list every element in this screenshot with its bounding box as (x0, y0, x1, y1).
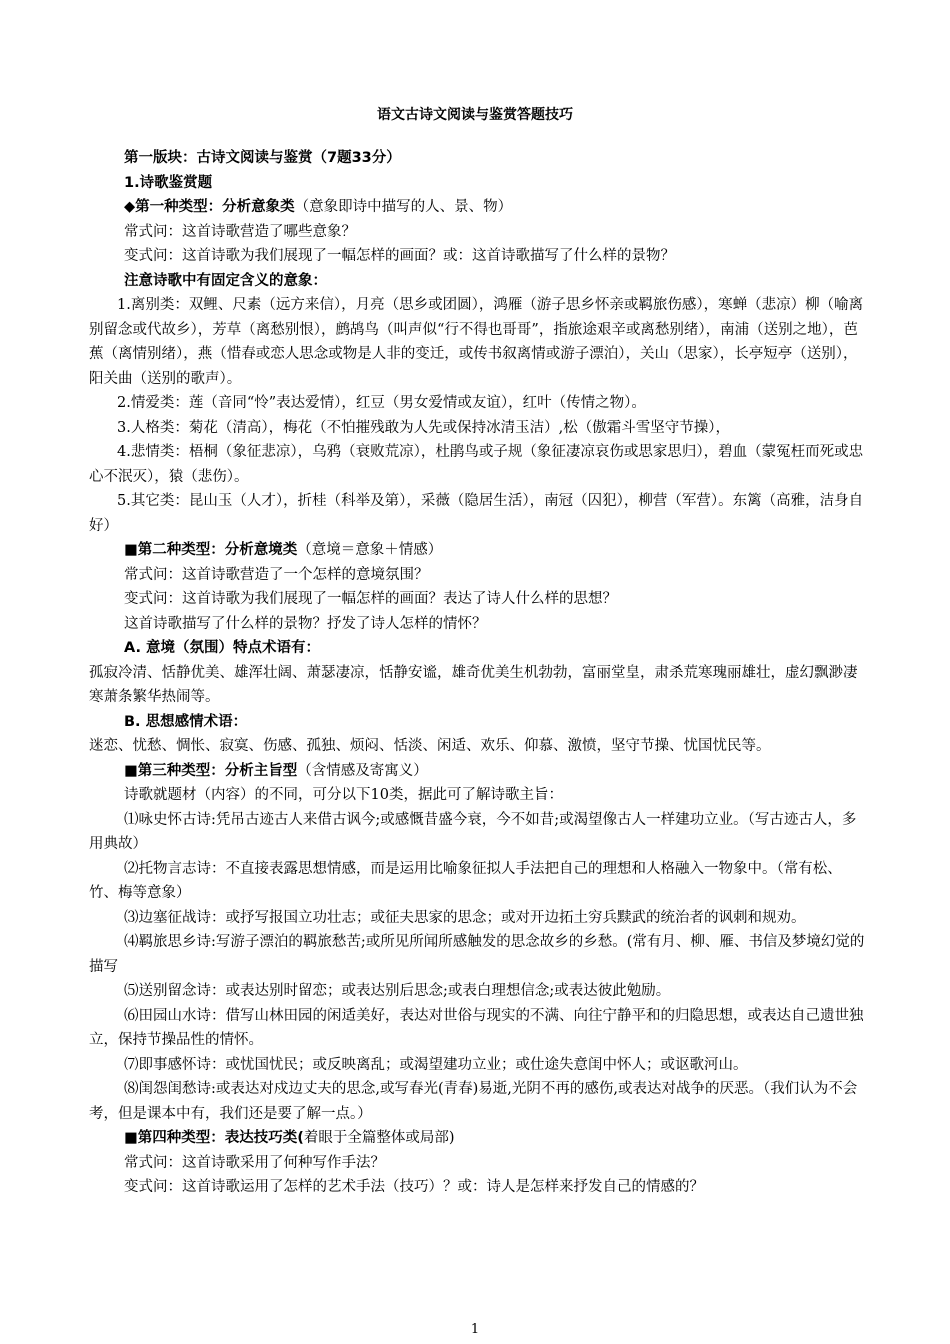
type3-heading-line (89, 759, 869, 784)
document-body (89, 146, 869, 1200)
theme-item: ⑻闺怨闺愁诗:或表达对戍边丈夫的思念,或写春光(青春)易逝,光阴不再的感伤,或表达对战争的厌恶。（我们认为不会考，但是课本中有，我们还是要了解一点。） (89, 1081, 858, 1122)
imagery-item-character: 3.人格类：菊花（清高），梅花（不怕摧残敢为人先或保持冰清玉洁）,松（傲霜斗雪坚守节操）， (117, 419, 730, 436)
type4-note: 着眼于全篇整体或局部) (303, 1130, 455, 1146)
theme-item: ⑶边塞征战诗：或抒写报国立功壮志；或征夫思家的思念；或对开边拓土穷兵黩武的统治者的讽刺和规劝。 (124, 909, 806, 926)
type4-variant-question: 变式问：这首诗歌运用了怎样的艺术手法（技巧）？或：诗人是怎样来抒发自己的情感的？ (124, 1179, 704, 1195)
type4-heading: ■第四种类型：表达技巧类( (124, 1130, 304, 1146)
type2-variant-question: 变式问：这首诗歌为我们展现了一幅怎样的画面？表达了诗人什么样的思想？ (124, 591, 617, 607)
type1-variant-question: 变式问：这首诗歌为我们展现了一幅怎样的画面？或：这首诗歌描写了什么样的景物？ (124, 248, 675, 264)
type3-heading: ■第三种类型：分析主旨型 (124, 762, 298, 779)
type4-common-question: 常式问：这首诗歌采用了何种写作手法？ (124, 1154, 385, 1171)
theme-item: ⑹田园山水诗：借写山林田园的闲适美好，表达对世俗与现实的不满、向往宁静平和的归隐思想，或表达自己遗世独立，保持节操品性的情怀。 (89, 1007, 864, 1048)
emotion-terms-text: 迷恋、忧愁、惆怅、寂寞、伤感、孤独、烦闷、恬淡、闲适、欢乐、仰慕、激愤，坚守节操、忧国忧民等。 (89, 738, 771, 754)
fixed-imagery-heading: 注意诗歌中有固定含义的意象： (124, 272, 327, 289)
theme-item: ⑺即事感怀诗：或忧国忧民；或反映离乱；或渴望建功立业；或仕途失意闺中怀人；或讴歌河山。 (124, 1056, 748, 1073)
imagery-item-other: 5.其它类：昆山玉（人才），折桂（科举及第），采薇（隐居生活），南冠（囚犯），柳营（军营）。东篱（高雅，洁身自好） (89, 493, 864, 534)
page-number: 1 (470, 1322, 480, 1337)
emotion-terms-heading: B. 思想感情术语： (124, 713, 248, 730)
type4-heading-line (89, 1126, 869, 1151)
type3-intro: 诗歌就题材（内容）的不同，可分以下10类，据此可了解诗歌主旨： (124, 787, 563, 803)
theme-item: ⑸送别留念诗：或表达别时留恋；或表达别后思念;或表白理想信念;或表达彼此勉励。 (124, 983, 671, 999)
theme-item: ⑴咏史怀古诗:凭吊古迹古人来借古讽今;或感慨昔盛今衰，今不如昔;或渴望像古人一样建功立业。（写古迹古人，多用典故） (89, 811, 857, 852)
theme-item: ⑷羁旅思乡诗:写游子漂泊的羁旅愁苦;或所见所闻所感触发的思念故乡的乡愁。(常有月、柳、雁、书信及梦境幻觉的描写 (89, 934, 865, 975)
imagery-item-love: 2.情爱类：莲（音同“怜”表达爱情），红豆（男女爱情或友谊），红叶（传情之物）。 (117, 395, 646, 411)
theme-item: ⑵托物言志诗：不直接表露思想情感，而是运用比喻象征拟人手法把自己的理想和人格融入一物象中。（常有松、竹、梅等意象） (89, 860, 842, 901)
type2-variant-question-2: 这首诗歌描写了什么样的景物？抒发了诗人怎样的情怀？ (124, 615, 487, 632)
type1-heading: ◆第一种类型：分析意象类 (124, 199, 295, 215)
mood-terms-text: 孤寂冷清、恬静优美、雄浑壮阔、萧瑟凄凉，恬静安谧，雄奇优美生机勃勃，富丽堂皇，肃杀荒寒瑰丽雄壮，虚幻飘渺凄寒萧条繁华热闹等。 (89, 664, 858, 705)
imagery-item-parting: 1.离别类：双鲤、尺素（远方来信），月亮（思乡或团圆），鸿雁（游子思乡怀亲或羁旅伤感），寒蝉（悲凉）柳（喻离别留念或代故乡），芳草（离愁别恨），鹧鸪鸟（叫声似“行不得也哥哥”，指旅途艰辛或离愁别绪），南浦（送别之地），芭蕉（离情别绪），燕（惜春或恋人思念或物是人非的变迁，或传书叙离情或游子漂泊），关山（思家），长亭短亭（送别），阳关曲（送别的歌声）。 (89, 297, 864, 387)
type1-note: （意象即诗中描写的人、景、物） (294, 199, 513, 215)
type1-common-question: 常式问：这首诗歌营造了哪些意象？ (124, 223, 356, 240)
type2-common-question: 常式问：这首诗歌营造了一个怎样的意境氛围？ (124, 566, 429, 583)
sub-heading: 1.诗歌鉴赏题 (124, 174, 213, 191)
type3-note: （含情感及寄寓义） (297, 762, 428, 779)
type1-heading-line (89, 195, 869, 220)
document-title: 语文古诗文阅读与鉴赏答题技巧 (377, 107, 573, 123)
type2-note: （意境＝意象＋情感） (297, 542, 443, 558)
type2-heading: ■第二种类型：分析意境类 (124, 542, 298, 558)
imagery-item-sorrow: 4.悲情类：梧桐（象征悲凉），乌鸦（衰败荒凉），杜鹃鸟或子规（象征凄凉哀伤或思家思归），碧血（蒙冤枉而死或忠心不泯灭），猿（悲伤）。 (89, 444, 864, 485)
section-heading: 第一版块：古诗文阅读与鉴赏（7题33分） (124, 150, 401, 166)
mood-terms-heading: A. 意境（氛围）特点术语有： (124, 640, 321, 656)
type2-heading-line (89, 538, 869, 563)
